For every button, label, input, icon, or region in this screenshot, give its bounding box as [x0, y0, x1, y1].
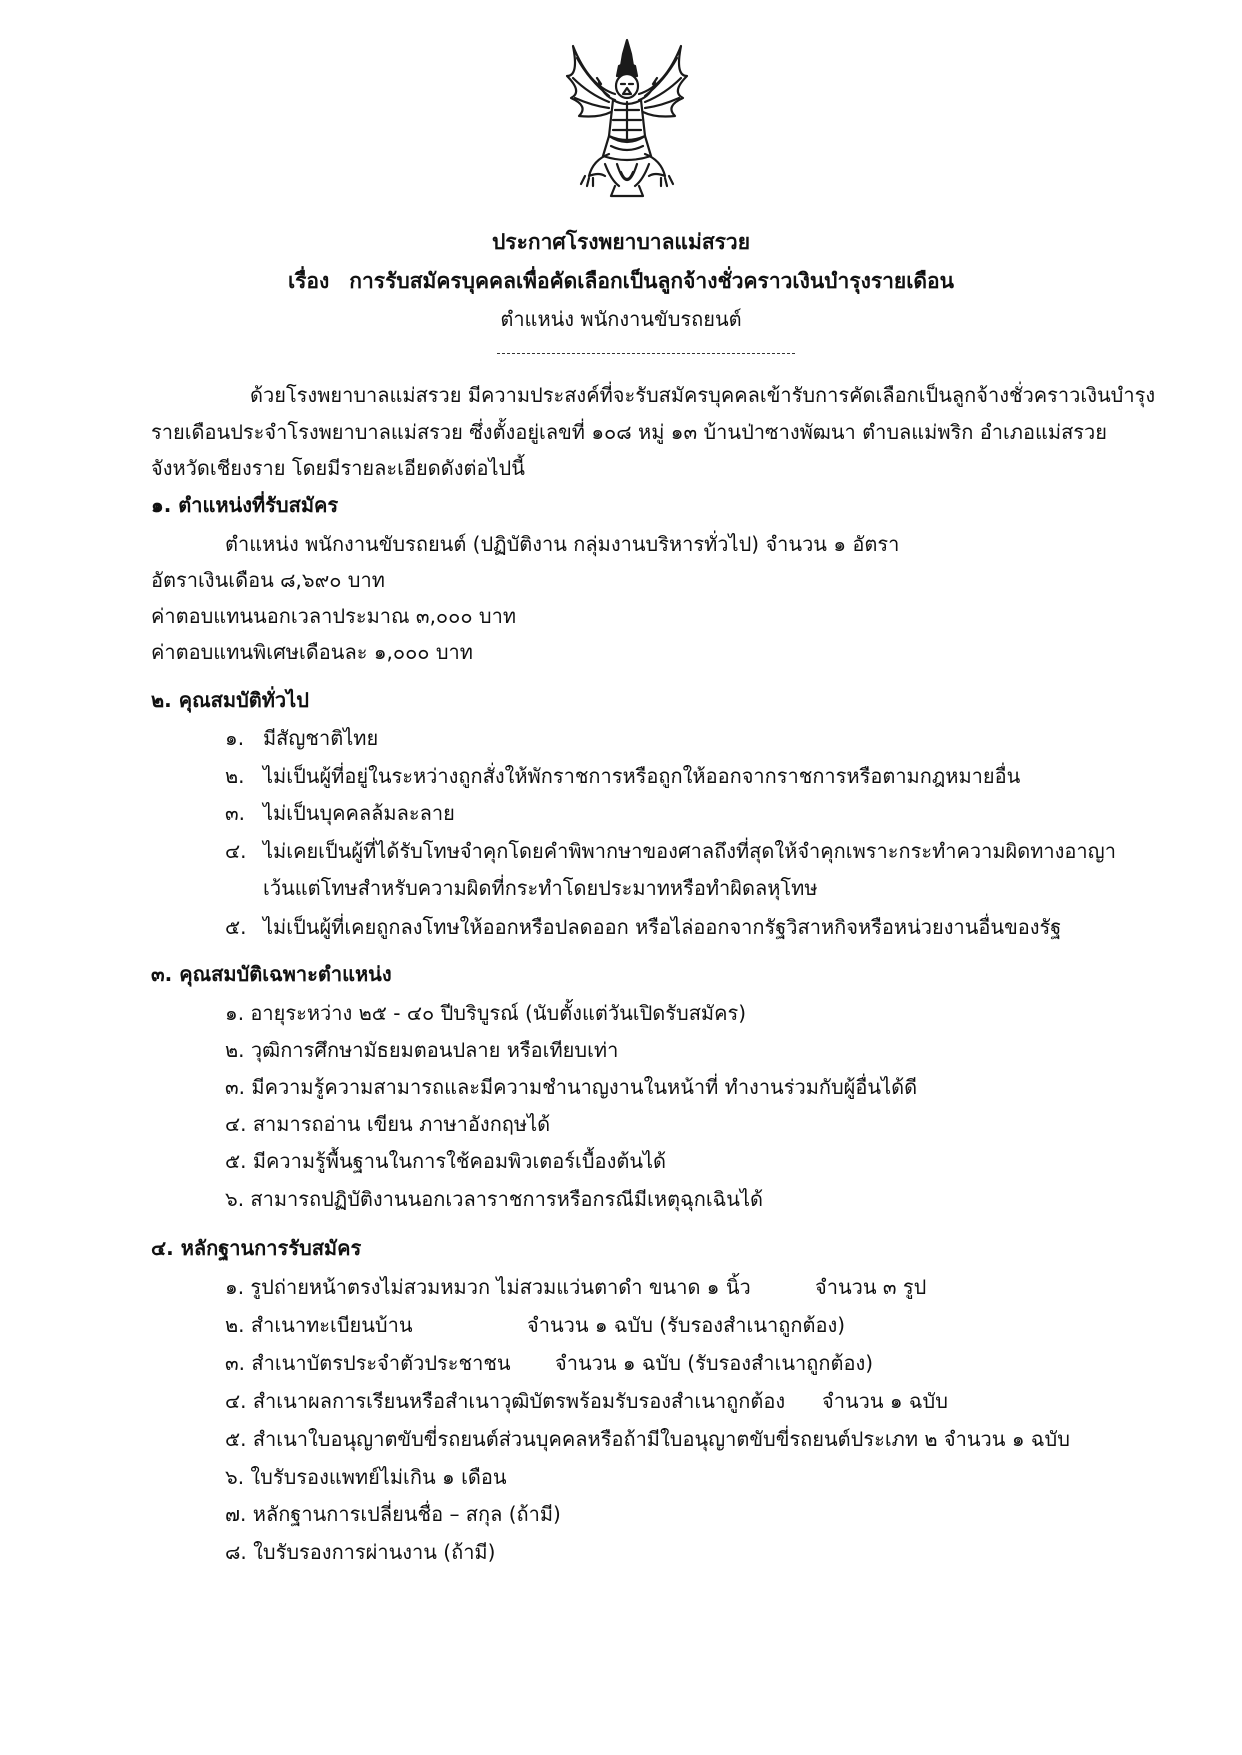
list-item: ๒. วุฒิการศึกษามัธยมตอนปลาย หรือเทียบเท่า [225, 1038, 619, 1062]
list-item: ๑. อายุระหว่าง ๒๕ - ๔๐ ปีบริบูรณ์ (นับตั้งแต่วันเปิดรับสมัคร) [225, 1001, 747, 1025]
subject-label: เรื่อง [287, 269, 330, 293]
list-item-number: ๕. [225, 915, 247, 939]
list-item-text: ไม่เคยเป็นผู้ที่ได้รับโทษจำคุกโดยคำพิพากษาของศาลถึงที่สุดให้จำคุกเพราะกระทำความผิดทางอาญา [263, 839, 1116, 863]
list-item [225, 762, 1020, 790]
intro-line-1: ด้วยโรงพยาบาลแม่สรวย มีความประสงค์ที่จะรับสมัครบุคคลเข้ารับการคัดเลือกเป็นลูกจ้างชั่วคราวเงินบำรุง [250, 383, 1156, 407]
section-1-heading: ๑. ตำแหน่งที่รับสมัคร [151, 493, 339, 517]
list-item: ๔. สำเนาผลการเรียนหรือสำเนาวุฒิบัตรพร้อมรับรองสำเนาถูกต้อง [225, 1389, 786, 1413]
section-1-salary: อัตราเงินเดือน ๘,๖๙๐ บาท [151, 568, 385, 592]
list-item-number: ๑. [225, 726, 245, 750]
list-item [225, 724, 378, 752]
list-item: ๕. มีความรู้พื้นฐานในการใช้คอมพิวเตอร์เบื้องต้นได้ [225, 1149, 667, 1173]
garuda-emblem-icon [559, 36, 695, 206]
list-item-number: ๔. [225, 839, 247, 863]
list-item-number: ๓. [225, 801, 246, 825]
intro-line-2: รายเดือนประจำโรงพยาบาลแม่สรวย ซึ่งตั้งอยู่เลขที่ ๑๐๘ หมู่ ๑๓ บ้านป่าซางพัฒนา ตำบลแม่พริก อำเภอแม่สรวย [151, 420, 1107, 444]
announcement-position: ตำแหน่ง พนักงานขับรถยนต์ [500, 307, 742, 331]
list-item-text: ไม่เป็นผู้ที่อยู่ในระหว่างถูกสั่งให้พักราชการหรือถูกให้ออกจากราชการหรือตามกฎหมายอื่น [263, 764, 1021, 788]
list-item: ๓. มีความรู้ความสามารถและมีความชำนาญงานในหน้าที่ ทำงานร่วมกับผู้อื่นได้ดี [225, 1075, 918, 1099]
list-item [225, 913, 1061, 941]
list-item-quantity: จำนวน ๑ ฉบับ [822, 1389, 948, 1413]
announcement-subject: การรับสมัครบุคคลเพื่อคัดเลือกเป็นลูกจ้างชั่วคราวเงินบำรุงรายเดือน [349, 269, 955, 293]
list-item: ๖. สามารถปฏิบัติงานนอกเวลาราชการหรือกรณีมีเหตุฉุกเฉินได้ [225, 1187, 764, 1211]
list-item: ๗. หลักฐานการเปลี่ยนชื่อ – สกุล (ถ้ามี) [225, 1502, 561, 1526]
list-item-quantity: จำนวน ๓ รูป [815, 1275, 927, 1299]
list-item-quantity: จำนวน ๑ ฉบับ (รับรองสำเนาถูกต้อง) [555, 1351, 874, 1375]
section-2-heading: ๒. คุณสมบัติทั่วไป [151, 688, 309, 712]
list-item: ๕. สำเนาใบอนุญาตขับขี่รถยนต์ส่วนบุคคลหรือถ้ามีใบอนุญาตขับขี่รถยนต์ประเภท ๒ จำนวน ๑ ฉบับ [225, 1427, 1070, 1451]
section-1-position: ตำแหน่ง พนักงานขับรถยนต์ (ปฏิบัติงาน กลุ่มงานบริหารทั่วไป) จำนวน ๑ อัตรา [225, 532, 900, 556]
list-item-text: ไม่เป็นผู้ที่เคยถูกลงโทษให้ออกหรือปลดออก หรือไล่ออกจากรัฐวิสาหกิจหรือหน่วยงานอื่นของรัฐ [263, 915, 1062, 939]
section-3-heading: ๓. คุณสมบัติเฉพาะตำแหน่ง [151, 962, 392, 986]
list-item [225, 799, 455, 827]
list-item-number: ๒. [225, 764, 245, 788]
list-item: ๑. รูปถ่ายหน้าตรงไม่สวมหมวก ไม่สวมแว่นตาดำ ขนาด ๑ นิ้ว [225, 1275, 751, 1299]
header-divider [497, 353, 795, 354]
list-item-text: มีสัญชาติไทย [263, 726, 379, 750]
list-item-text: ไม่เป็นบุคคลล้มละลาย [263, 801, 455, 825]
announcement-title: ประกาศโรงพยาบาลแม่สรวย [491, 230, 751, 254]
section-4-heading: ๔. หลักฐานการรับสมัคร [151, 1236, 362, 1260]
section-1-special-pay: ค่าตอบแทนพิเศษเดือนละ ๑,๐๐๐ บาท [151, 640, 473, 664]
list-item: ๖. ใบรับรองแพทย์ไม่เกิน ๑ เดือน [225, 1465, 507, 1489]
intro-line-3: จังหวัดเชียงราย โดยมีรายละเอียดดังต่อไปนี้ [151, 456, 525, 480]
list-item: ๒. สำเนาทะเบียนบ้าน [225, 1313, 413, 1337]
list-item [225, 837, 1116, 865]
list-item-quantity: จำนวน ๑ ฉบับ (รับรองสำเนาถูกต้อง) [527, 1313, 846, 1337]
announcement-subject-line [0, 265, 1242, 298]
section-1-overtime: ค่าตอบแทนนอกเวลาประมาณ ๓,๐๐๐ บาท [151, 604, 517, 628]
list-item: ๔. สามารถอ่าน เขียน ภาษาอังกฤษได้ [225, 1112, 551, 1136]
list-item: ๓. สำเนาบัตรประจำตัวประชาชน [225, 1351, 511, 1375]
list-item-continuation: เว้นแต่โทษสำหรับความผิดที่กระทำโดยประมาทหรือทำผิดลหุโทษ [263, 876, 818, 900]
list-item: ๘. ใบรับรองการผ่านงาน (ถ้ามี) [225, 1540, 496, 1564]
